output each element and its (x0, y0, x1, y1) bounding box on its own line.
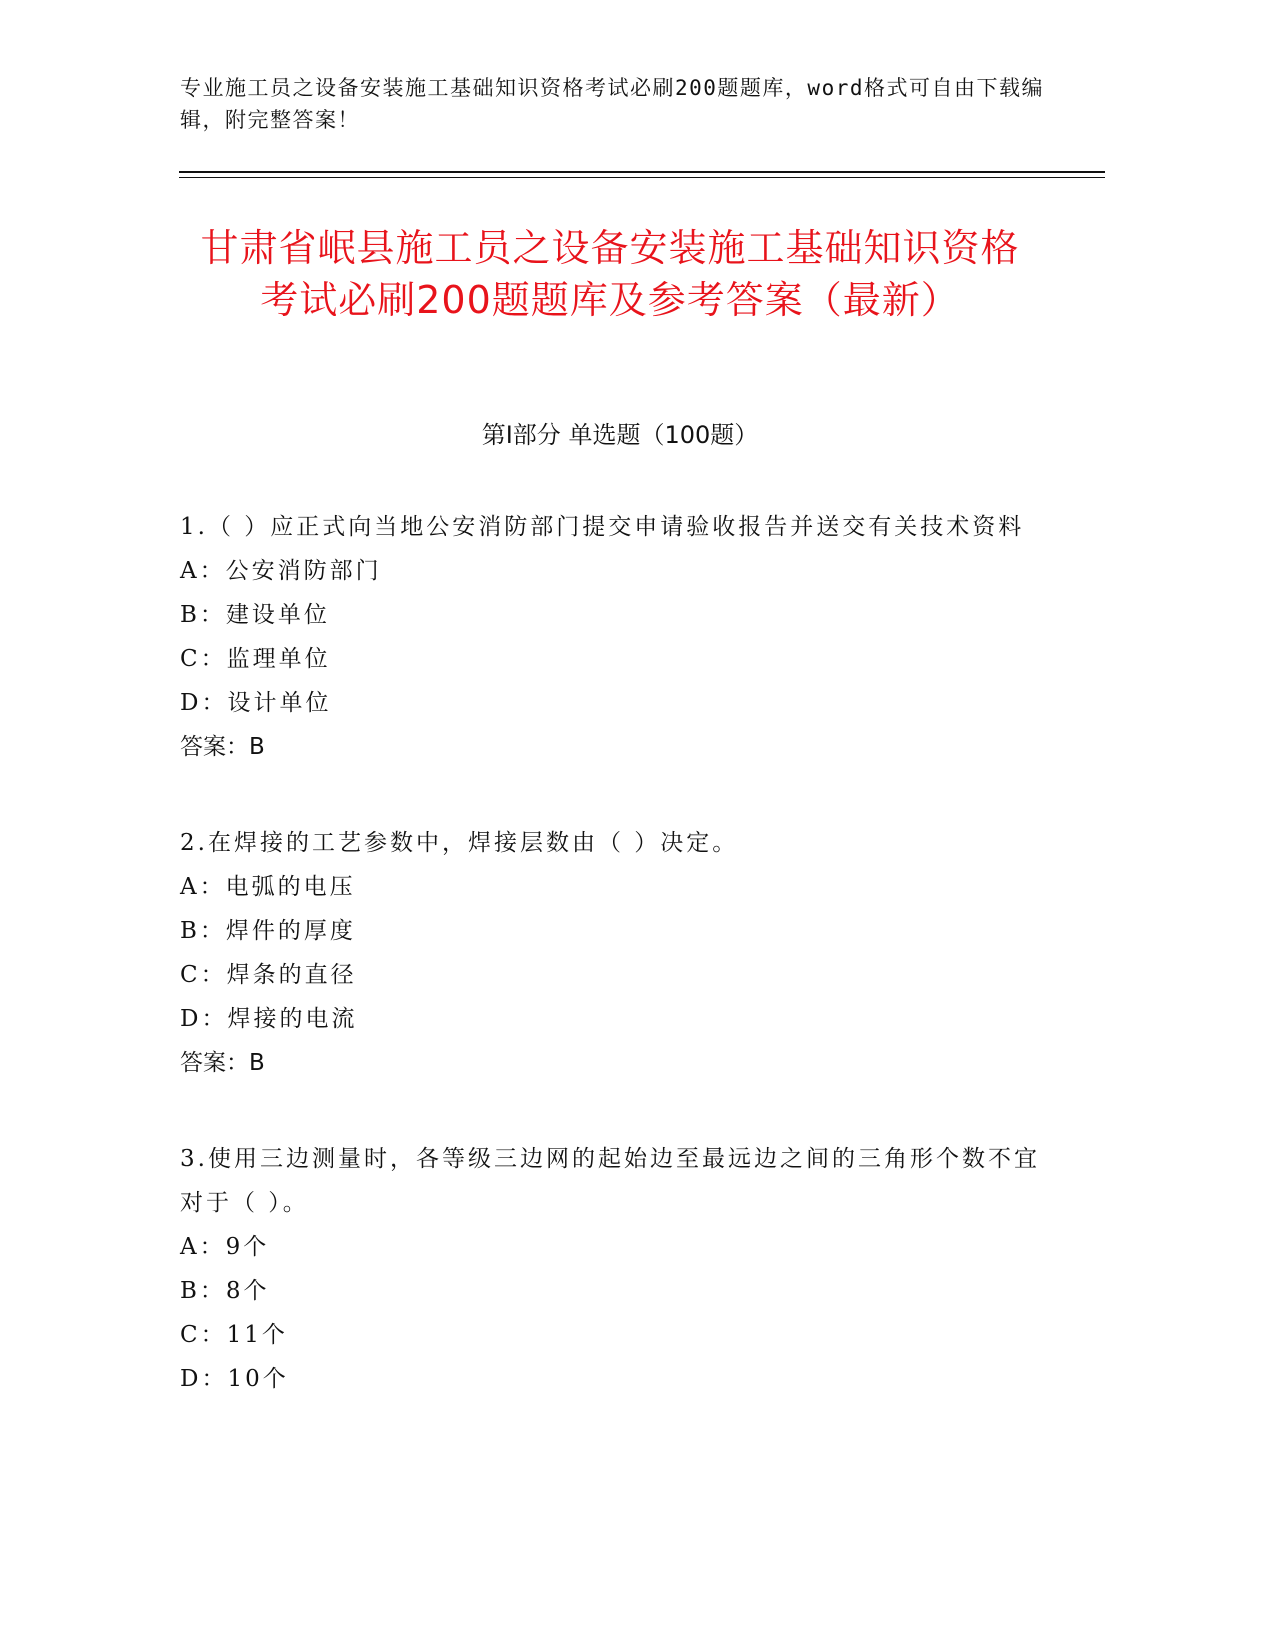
question-1 (180, 505, 1050, 769)
option-b: B：建设单位 (180, 602, 330, 628)
option-a: A：9个 (180, 1234, 270, 1260)
option-c: C：焊条的直径 (180, 962, 357, 988)
question-3 (180, 1137, 1050, 1401)
question-2 (180, 821, 1050, 1085)
question-stem: 2.在焊接的工艺参数中，焊接层数由（ ）决定。 (180, 830, 739, 856)
option-d: D：焊接的电流 (180, 1006, 358, 1032)
question-stem: 1.（ ）应正式向当地公安消防部门提交申请验收报告并送交有关技术资料 (180, 514, 1025, 540)
option-b: B：焊件的厚度 (180, 918, 356, 944)
section-heading: 第Ⅰ部分 单选题（100题） (481, 421, 759, 449)
question-list (180, 505, 1050, 1453)
option-d: D：设计单位 (180, 690, 332, 716)
answer: 答案：B (180, 1050, 265, 1076)
question-stem: 3.使用三边测量时，各等级三边网的起始边至最远边之间的三角形个数不宜对于（ ）。 (180, 1146, 1040, 1216)
answer: 答案：B (180, 734, 265, 760)
option-a: A：公安消防部门 (180, 558, 382, 584)
option-c: C：监理单位 (180, 646, 331, 672)
option-a: A：电弧的电压 (180, 874, 356, 900)
header-divider-thick (179, 171, 1105, 173)
document-title: 甘肃省岷县施工员之设备安装施工基础知识资格考试必刷200题题库及参考答案（最新） (200, 226, 1020, 322)
option-d: D：10个 (180, 1366, 289, 1392)
option-b: B：8个 (180, 1278, 270, 1304)
header-divider-thin (179, 177, 1105, 178)
option-c: C：11个 (180, 1322, 288, 1348)
header-note: 专业施工员之设备安装施工基础知识资格考试必刷200题题库，word格式可自由下载编辑，附完整答案！ (180, 76, 1044, 132)
